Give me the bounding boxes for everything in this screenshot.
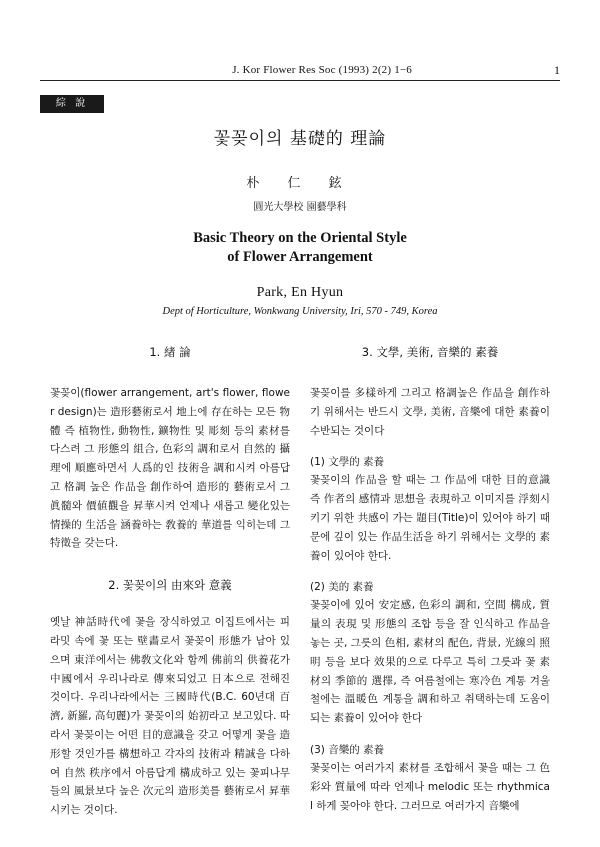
title-english-line1: Basic Theory on the Oriental Style xyxy=(193,230,407,246)
paragraph-musical: 꽃꽂이는 여러가지 素材를 조합해서 꽃을 때는 그 色彩와 質量에 따라 언제나 melodic 또는 rhythmical 하게 꽂아야 한다. 그러므로 여러가지 音樂에 xyxy=(310,761,550,812)
section-heading-origin: 2. 꽃꽂이의 由來와 意義 xyxy=(108,578,232,593)
page-number: 1 xyxy=(554,63,560,77)
title-english xyxy=(0,229,600,267)
title-english-line2: of Flower Arrangement xyxy=(227,249,373,265)
section-heading-cultivation: 3. 文學, 美術, 音樂的 素養 xyxy=(361,345,499,359)
paragraph-introduction: 꽃꽂이(flower arrangement, art's flower, flower design)는 造形藝術로서 地上에 存在하는 모든 物體 즉 植物性, 動物性, 鑛物性 및 彫刻 등의 素材를 다스려 그 形態의 組合, 色彩의 調和로서 自然的 攝理에 順應하면서 人爲的인 技術을 調和시켜 아름답고 格調 높은 作品을 創作하여 造形的 藝術로서 그 眞髓와 價値觀을 昇華시켜 언제나 새롭고 變化있는 情操的 生活을 涵養하는 敎養的 華道를 익히는데 그 特徵을 갖는다. xyxy=(50,387,290,550)
section-tag: 綜 說 xyxy=(40,95,104,113)
journal-citation: J. Kor Flower Res Soc (1993) 2(2) 1−6 xyxy=(232,64,412,76)
running-header xyxy=(40,64,560,81)
subheading-musical: (3) 音樂的 素養 xyxy=(310,743,385,756)
affiliation-korean: 圓光大學校 園藝學科 xyxy=(253,202,347,213)
paragraph-cultivation: 꽃꽂이를 多樣하게 그리고 格調높은 作品을 創作하기 위해서는 반드시 文學, 美術, 音樂에 대한 素養이 수반되는 것이다 xyxy=(310,387,550,437)
paragraph-origin: 옛날 神話時代에 꽃을 장식하였고 이집트에서는 피라밋 속에 꽃 또는 壁畵로서 꽃꽂이 形態가 남아 있으며 東洋에서는 佛敎文化와 함께 佛前의 供養花가 中國에서 우리나라로 傳來되었고 日本으로 전해진 것이다. 우리나라에서는 三國時代(B.C. 60년대 百濟, 新羅, 高句麗)가 꽃꽂이의 始初라고 보고있다. 따라서 꽃꽂이는 어떤 目的意識을 갖고 어떻게 꽃을 造形할 것인가를 構想하고 각자의 技術과 精誠을 다하여 自然 秩序에서 아름답게 構成하고 있는 꽃피나무들의 風景보다 높은 次元의 造形美를 藝術로서 昇華시키는 것이다. xyxy=(50,616,290,817)
paragraph-aesthetic: 꽃꽂이에 있어 安定感, 色彩의 調和, 空間 構成, 質量의 表現 및 形態의 조합 등을 잘 인식하고 作品을 놓는 곳, 그릇의 色相, 素材의 配色, 背景, 光線의 照明 등을 보다 效果的으로 다루고 특히 그릇과 꽃 素材의 季節的 選擇, 즉 여름철에는 寒冷色 계통 겨울철에는 溫暖色 계통을 調和하고 취택하는데 도움이 되는 素養이 있어야 한다 xyxy=(310,599,550,725)
title-korean: 꽃꽂이의 基礎的 理論 xyxy=(213,129,387,149)
subheading-aesthetic: (2) 美的 素養 xyxy=(310,581,374,594)
author-english: Park, En Hyun xyxy=(256,285,344,300)
right-column xyxy=(310,344,550,815)
paragraph-literary: 꽃꽂이의 作品을 할 때는 그 作品에 대한 目的意識 즉 作者의 感情과 思想을 表現하고 이미지를 浮刻시키기 위한 共感이 가는 題目(Title)이 있어야 하기 때문에 깊이 있는 作品生活을 하기 위해서는 文學的 素養이 있어야 한다. xyxy=(310,474,550,562)
section-heading-introduction: 1. 緖 論 xyxy=(149,345,191,359)
author-korean: 朴 仁 鉉 xyxy=(246,176,354,191)
affiliation-english: Dept of Horticulture, Wonkwang University, Iri, 570 - 749, Korea xyxy=(162,306,438,317)
subheading-literary: (1) 文學的 素養 xyxy=(310,456,385,469)
left-column xyxy=(50,344,290,820)
